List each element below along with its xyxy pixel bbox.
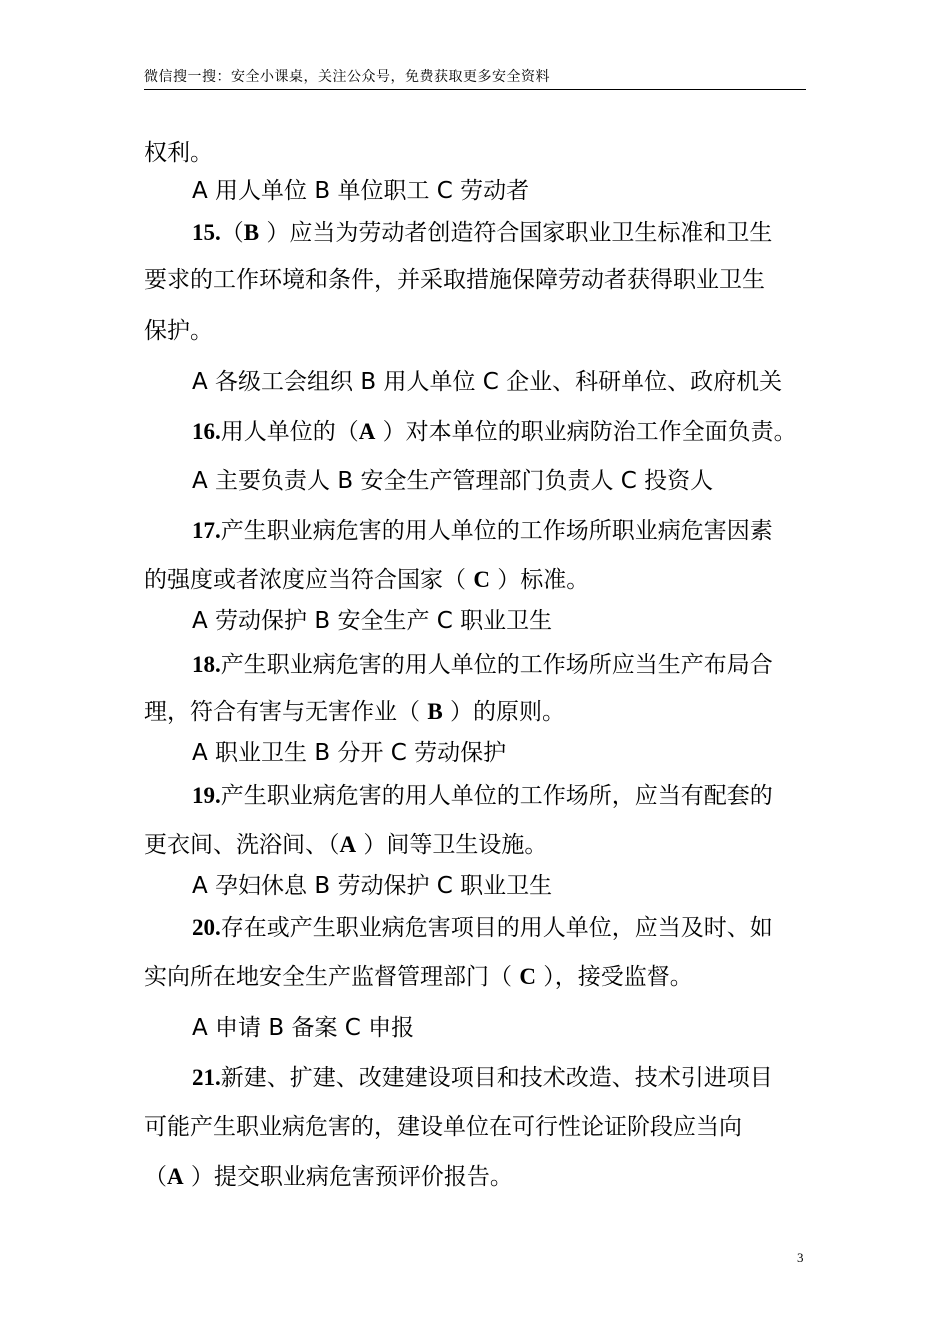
header-text: 微信搜一搜：安全小课桌，关注公众号，免费获取更多安全资料 [144,69,550,85]
answer-letter: B [243,220,260,245]
answer-letter: C [473,567,490,592]
answer-options: A 主要负责人 B 安全生产管理部门负责人 C 投资人 [192,468,714,494]
text-line: 更衣间、洗浴间、（A ）间等卫生设施。 [144,832,548,858]
text-line: 保护。 [144,318,213,344]
page-number: 3 [797,1250,804,1265]
text-line: 要求的工作环境和条件，并采取措施保障劳动者获得职业卫生 [144,267,765,293]
question-number: 18. [192,652,221,677]
answer-letter: A [339,832,357,857]
answer-options: A 用人单位 B 单位职工 C 劳动者 [192,178,530,204]
answer-options: A 孕妇休息 B 劳动保护 C 职业卫生 [192,873,553,899]
question-number: 20. [192,915,221,940]
question-15: 15.（B ）应当为劳动者创造符合国家职业卫生标准和卫生 [192,220,773,246]
text-line: 的强度或者浓度应当符合国家（ C ）标准。 [144,567,590,593]
question-21: 21.新建、扩建、改建建设项目和技术改造、技术引进项目 [192,1065,773,1091]
question-18: 18.产生职业病危害的用人单位的工作场所应当生产布局合 [192,652,773,678]
question-20: 20.存在或产生职业病危害项目的用人单位，应当及时、如 [192,915,773,941]
answer-letter: B [427,699,443,724]
question-number: 17. [192,518,221,543]
answer-options: A 劳动保护 B 安全生产 C 职业卫生 [192,608,553,634]
header-divider [144,89,806,90]
text-line: 可能产生职业病危害的，建设单位在可行性论证阶段应当向 [144,1114,742,1140]
question-number: 21. [192,1065,221,1090]
answer-letter: C [519,964,536,989]
question-number: 19. [192,783,221,808]
text-line: （A ）提交职业病危害预评价报告。 [144,1164,513,1190]
text-line: 理，符合有害与无害作业（ B ）的原则。 [144,699,565,725]
text-line: 实向所在地安全生产监督管理部门（ C ），接受监督。 [144,964,693,990]
question-number: 16. [192,419,221,444]
question-16: 16.用人单位的（A ）对本单位的职业病防治工作全面负责。 [192,419,797,445]
question-17: 17.产生职业病危害的用人单位的工作场所职业病危害因素 [192,518,773,544]
text-line: 权利。 [144,140,213,166]
question-number: 15. [192,220,221,245]
answer-options: A 申请 B 备案 C 申报 [192,1015,415,1041]
answer-options: A 各级工会组织 B 用人单位 C 企业、科研单位、政府机关 [192,369,783,395]
question-19: 19.产生职业病危害的用人单位的工作场所，应当有配套的 [192,783,773,809]
answer-letter: A [167,1164,184,1189]
answer-letter: A [358,419,376,444]
answer-options: A 职业卫生 B 分开 C 劳动保护 [192,740,507,766]
